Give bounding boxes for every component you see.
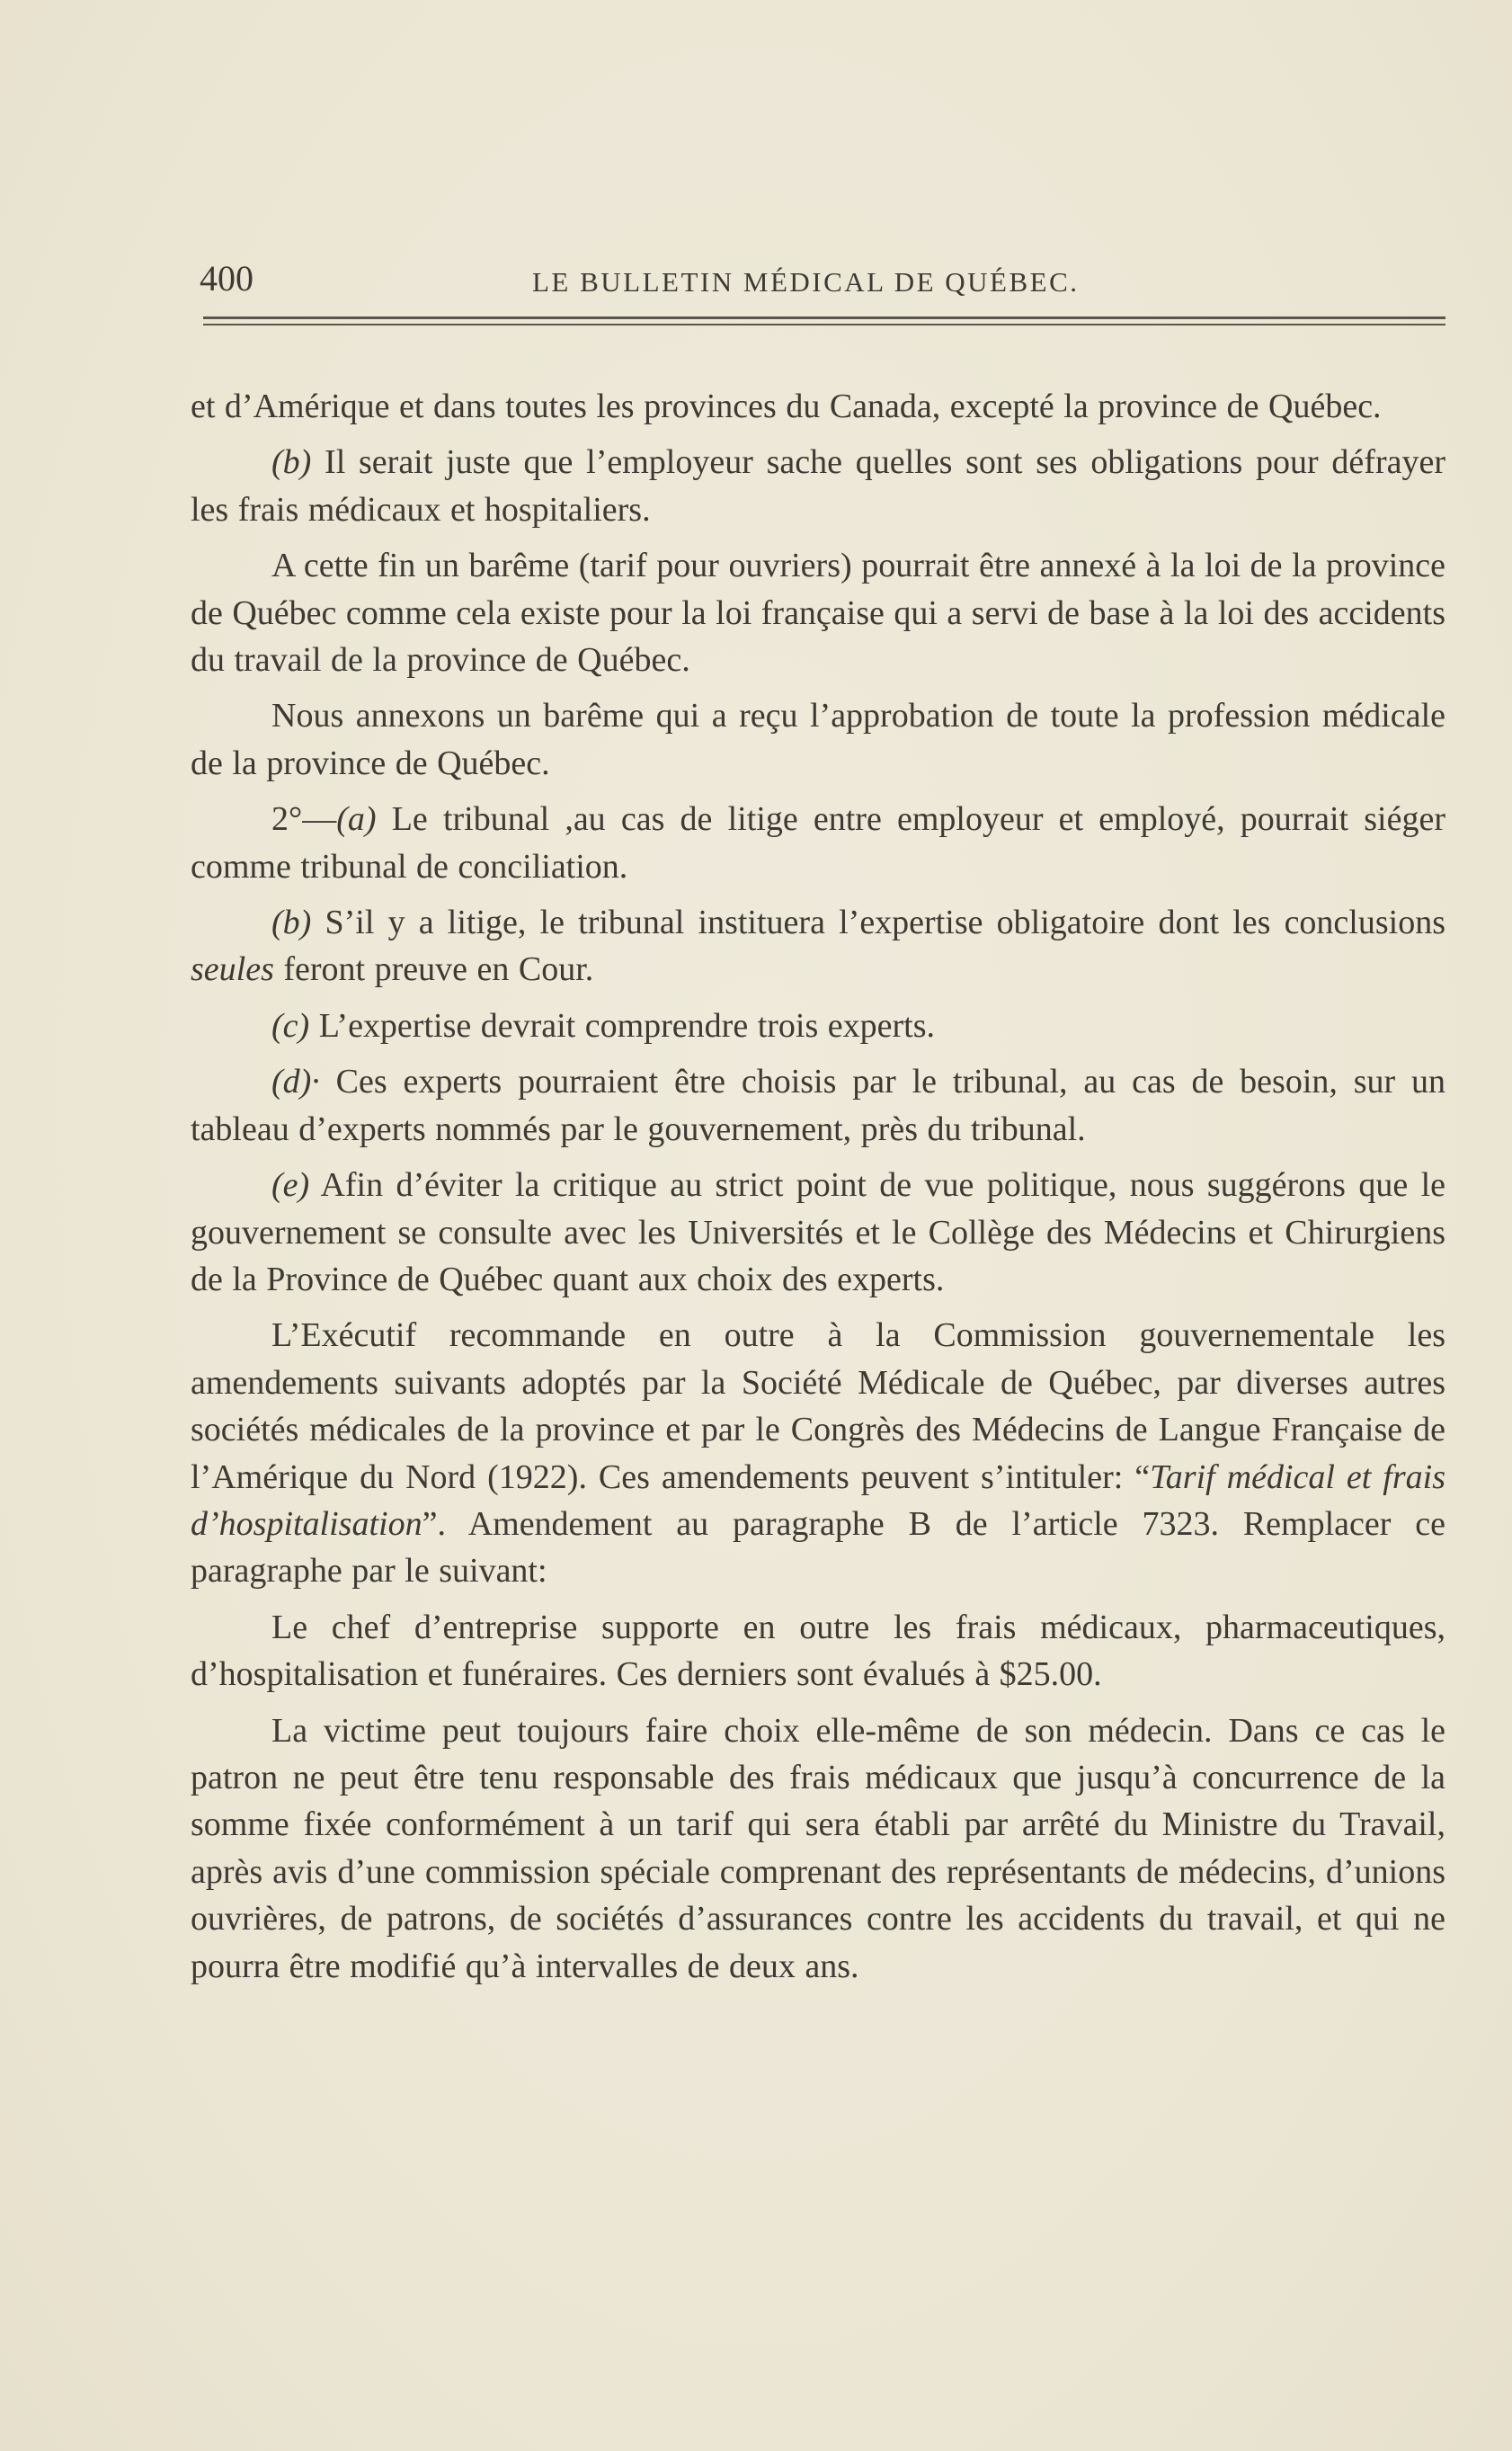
body-text xyxy=(191,383,1445,1990)
item-label: (d)· xyxy=(271,1063,320,1101)
running-title: LE BULLETIN MÉDICAL DE QUÉBEC. xyxy=(532,266,1080,298)
paragraph-text: ”. Amendement au paragraphe B de l’article 7323. Remplacer ce paragraphe par le suivant: xyxy=(191,1504,1445,1591)
item-label: (b) xyxy=(271,904,312,942)
item-label: (a) xyxy=(336,800,377,839)
paragraph-e-critique xyxy=(191,1162,1445,1303)
paragraph-bareme xyxy=(191,542,1445,683)
emphasis: seules xyxy=(191,950,274,989)
paragraph-text: et d’Amérique et dans toutes les provinces du Canada, excepté la province de Québec. xyxy=(191,388,1382,425)
paragraph-continuation xyxy=(191,383,1445,430)
item-label: (b) xyxy=(271,443,312,482)
paragraph-text: feront preuve en Cour. xyxy=(273,950,594,989)
paragraph-text: Afin d’éviter la critique au strict point de vue politique, nous suggérons que le gouvernement se consulte avec les Universités et le Collège des Médecins et Chirurgiens de la Province de Québec quant aux choix des experts. xyxy=(191,1166,1445,1298)
header-rule-bottom xyxy=(203,324,1445,325)
paragraph-annex xyxy=(191,692,1445,787)
page-number: 400 xyxy=(200,258,253,299)
page-header xyxy=(200,257,1444,311)
paragraph-text: Il serait juste que l’employeur sache quelles sont ses obligations pour défrayer les frais médicaux et hospitaliers. xyxy=(191,443,1445,529)
paragraph-d-choice xyxy=(191,1058,1445,1153)
paragraph-text: Le tribunal ,au cas de litige entre employeur et employé, pourrait siéger comme tribunal de conciliation. xyxy=(191,800,1445,886)
paragraph-text: L’Exécutif recommande en outre à la Commission gouvernementale les amendements suivants adoptés par la Société Médicale de Québec, par diverses autres sociétés médicales de la province et par le Congrès des Médecins de Langue Française de l’Amérique du Nord (1922). Ces amendements peuvent s’intituler: “ xyxy=(191,1316,1445,1496)
emphasis: Tarif médical et frais d’hospitalisation xyxy=(191,1457,1445,1543)
paragraph-text: A cette fin un barême (tarif pour ouvriers) pourrait être annexé à la loi de la province de Québec comme cela existe pour la loi française qui a servi de base à la loi des accidents du travail de la province de Québec. xyxy=(191,547,1445,680)
paragraph-executif xyxy=(191,1312,1445,1594)
paragraph-text: La victime peut toujours faire choix elle-même de son médecin. Dans ce cas le patron ne peut être tenu responsable des frais médicaux que jusqu’à concurrence de la somme fixée conformément à un tarif qui sera établi par arrêté du Ministre du Travail, après avis d’une commission spéciale comprenant des représentants de médecins, d’unions ouvrières, de patrons, de sociétés d’assurances contre les accidents du travail, et qui ne pourra être modifié qu’à intervalles de deux ans. xyxy=(191,1711,1445,1985)
paragraph-b-expertise xyxy=(191,899,1445,994)
paragraph-2a-tribunal xyxy=(191,796,1445,890)
paragraph-text: Nous annexons un barême qui a reçu l’approbation de toute la profession médicale de la province de Québec. xyxy=(191,697,1445,782)
paragraph-c-experts xyxy=(191,1003,1445,1049)
paragraph-b-obligations xyxy=(191,439,1445,533)
paragraph-text: Le chef d’entreprise supporte en outre les frais médicaux, pharmaceutiques, d’hospitalisation et funéraires. Ces derniers sont évalués à $25.00. xyxy=(191,1608,1445,1694)
item-label: (e) xyxy=(271,1166,310,1205)
paragraph-victime xyxy=(191,1707,1445,1990)
paragraph-chef-entreprise xyxy=(191,1604,1445,1698)
header-rule-top xyxy=(203,316,1445,319)
paragraph-text: L’expertise devrait comprendre trois experts. xyxy=(309,1006,935,1045)
paragraph-text: Ces experts pourraient être choisis par le tribunal, au cas de besoin, sur un tableau d’experts nommés par le gouvernement, près du tribunal. xyxy=(191,1063,1445,1148)
item-prefix: 2°— xyxy=(271,800,337,839)
item-label: (c) xyxy=(271,1006,310,1045)
paragraph-text: S’il y a litige, le tribunal instituera l’expertise obligatoire dont les conclusions xyxy=(311,904,1445,942)
